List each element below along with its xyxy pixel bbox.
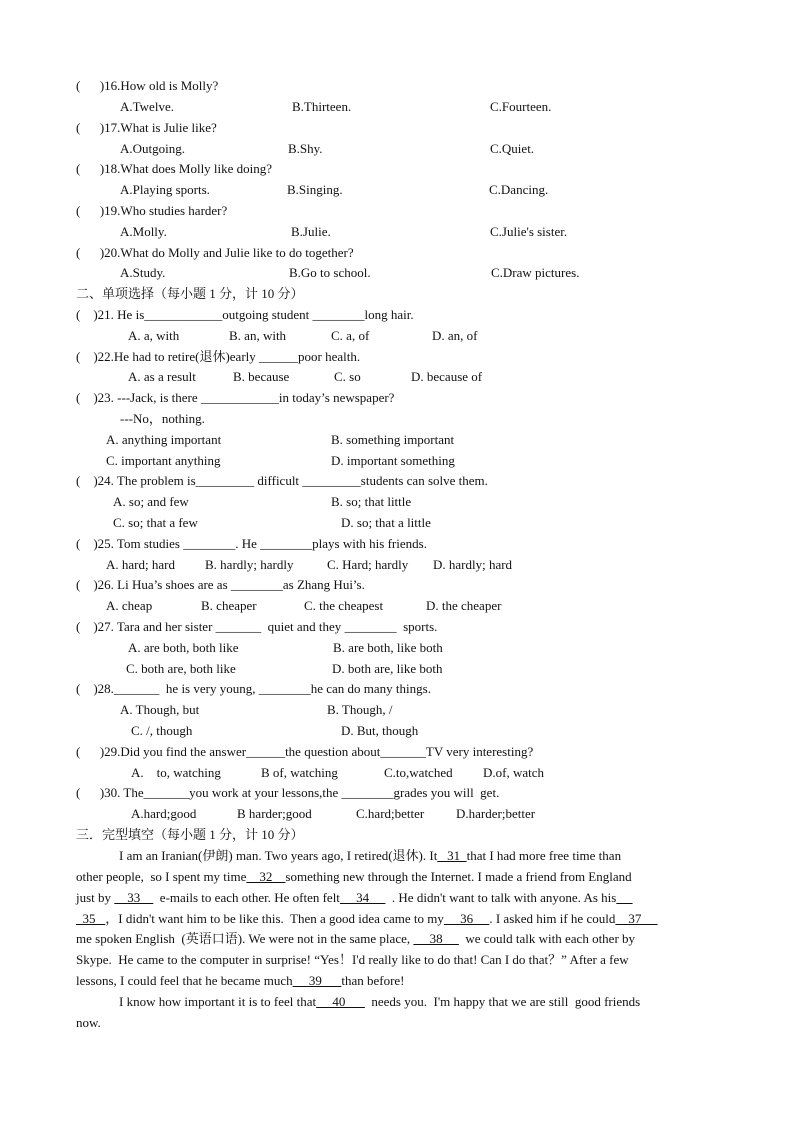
- question-22: [76, 349, 360, 365]
- option-d: D.of, watch: [483, 765, 545, 780]
- cloze-blank-37: 37: [615, 911, 658, 926]
- answer-paren[interactable]: ( ): [76, 619, 98, 634]
- cloze-blank-32: 32: [246, 869, 286, 884]
- blank: _______: [380, 744, 426, 759]
- passage-line: [76, 973, 405, 989]
- question-19: [76, 203, 227, 219]
- answer-paren[interactable]: ( ): [76, 307, 98, 322]
- question-stem: 18.What does Molly like doing?: [104, 161, 273, 176]
- answer-paren[interactable]: ( ): [76, 744, 105, 759]
- blank: _________: [302, 473, 361, 488]
- question-stem: 27. Tara and her sister: [97, 619, 216, 634]
- question-20: [76, 245, 354, 261]
- cloze-blank-40: 40: [316, 994, 365, 1009]
- option-c: C. important anything: [106, 453, 221, 468]
- passage-text: I know how important it is to feel that: [119, 994, 317, 1009]
- question-stem: 17.What is Julie like?: [104, 120, 217, 135]
- option-c: C.Fourteen.: [490, 99, 552, 114]
- passage-line: [76, 911, 658, 927]
- passage-text: now.: [76, 1015, 101, 1030]
- option-c: C.hard;better: [356, 806, 425, 821]
- question-stem: outgoing student: [222, 307, 313, 322]
- option-d: D. important something: [331, 453, 455, 468]
- option-c: C.Quiet.: [490, 141, 535, 156]
- blank: ____________: [144, 307, 223, 322]
- question-stem: 19.Who studies harder?: [104, 203, 228, 218]
- question-stem: in today’s newspaper?: [278, 390, 395, 405]
- question-stem: quiet and they: [261, 619, 345, 634]
- question-stem: he can do many things.: [310, 681, 431, 696]
- option-c: C. Hard; hardly: [327, 557, 409, 572]
- question-24: [76, 473, 488, 489]
- blank: ______: [246, 744, 286, 759]
- option-a: A. a, with: [128, 328, 180, 343]
- option-b: B. an, with: [229, 328, 287, 343]
- question-stem: 22.He had to retire(退休)early: [97, 349, 260, 364]
- answer-paren[interactable]: ( ): [76, 473, 98, 488]
- answer-paren[interactable]: ( ): [76, 203, 105, 218]
- question-stem: 16.How old is Molly?: [104, 78, 219, 93]
- answer-paren[interactable]: ( ): [76, 577, 98, 592]
- question-26: [76, 577, 365, 593]
- answer-paren[interactable]: ( ): [76, 390, 98, 405]
- option-d: D. But, though: [341, 723, 419, 738]
- cloze-blank-31: 31: [437, 848, 467, 863]
- option-a: A.Study.: [120, 265, 166, 280]
- question-stem: the question about: [285, 744, 381, 759]
- blank: _______: [215, 619, 262, 634]
- question-stem: 28.: [97, 681, 114, 696]
- question-stem: students can solve them.: [360, 473, 488, 488]
- option-c: C.Draw pictures.: [491, 265, 580, 280]
- question-28: [76, 681, 431, 697]
- question-stem: grades you will get.: [393, 785, 500, 800]
- option-c: C. the cheapest: [304, 598, 384, 613]
- passage-line: [119, 994, 640, 1010]
- option-a: A. hard; hard: [106, 557, 175, 572]
- option-a: A. so; and few: [113, 494, 189, 509]
- passage-text: . He didn't want to talk with anyone. As his: [385, 890, 617, 905]
- option-c: C. both are, both like: [126, 661, 236, 676]
- option-a: A. Though, but: [120, 702, 200, 717]
- question-stem: 30. The: [104, 785, 144, 800]
- option-b: B. are both, like both: [333, 640, 443, 655]
- passage-text: something new through the Internet. I made a friend from England: [285, 869, 632, 884]
- option-a: A. anything important: [106, 432, 222, 447]
- blank: ________: [260, 536, 313, 551]
- blank: ________: [183, 536, 236, 551]
- option-c: C.Julie's sister.: [490, 224, 568, 239]
- option-a: A. are both, both like: [128, 640, 239, 655]
- question-stem: 29.Did you find the answer: [104, 744, 247, 759]
- answer-paren[interactable]: ( ): [76, 349, 98, 364]
- blank: ____________: [200, 390, 279, 405]
- question-stem: sports.: [396, 619, 438, 634]
- passage-text: Skype. He came to the computer in surprise! “Yes！I'd really like to do that! Can I do that？” After a few: [76, 952, 629, 967]
- question-25: [76, 536, 427, 552]
- question-stem: 23. ---Jack, is there: [97, 390, 201, 405]
- question-21: [76, 307, 414, 323]
- option-b: B.Thirteen.: [292, 99, 352, 114]
- option-c: C.Dancing.: [489, 182, 549, 197]
- question-stem: 26. Li Hua’s shoes are as: [97, 577, 231, 592]
- question-stem: 20.What do Molly and Julie like to do together?: [104, 245, 354, 260]
- section-heading: 二、单项选择（每小题 1 分，计 10 分）: [76, 286, 304, 301]
- option-a: A.Molly.: [120, 224, 167, 239]
- section-heading: 三．完型填空（每小题 1 分，计 10 分）: [76, 827, 304, 842]
- option-b: B. something important: [331, 432, 455, 447]
- question-stem: difficult: [254, 473, 303, 488]
- option-b: B harder;good: [237, 806, 312, 821]
- question-stem: 24. The problem is: [97, 473, 196, 488]
- answer-paren[interactable]: ( ): [76, 120, 105, 135]
- option-d: D. both are, like both: [332, 661, 443, 676]
- question-18: [76, 161, 272, 177]
- option-b: B.Singing.: [287, 182, 343, 197]
- cloze-blank-36: 36: [443, 911, 490, 926]
- option-a: A.Twelve.: [120, 99, 174, 114]
- option-b: B. hardly; hardly: [205, 557, 294, 572]
- option-b: B of, watching: [261, 765, 338, 780]
- answer-paren[interactable]: ( ): [76, 681, 98, 696]
- question-stem: long hair.: [364, 307, 414, 322]
- question-stem: 25. Tom studies: [97, 536, 184, 551]
- option-c: C.to,watched: [384, 765, 453, 780]
- cloze-blank-33: 33: [114, 890, 154, 905]
- question-27: [76, 619, 437, 635]
- option-d: D.harder;better: [456, 806, 536, 821]
- question-16: [76, 78, 218, 94]
- option-c: C. /, though: [131, 723, 193, 738]
- option-c: C. so; that a few: [113, 515, 198, 530]
- answer-paren[interactable]: ( ): [76, 536, 98, 551]
- question-stem: . He: [235, 536, 261, 551]
- option-b: B. Though, /: [327, 702, 393, 717]
- answer-paren[interactable]: ( ): [76, 785, 105, 800]
- passage-line: [76, 869, 632, 885]
- cloze-blank-35-start: [616, 890, 632, 905]
- passage-text: ，I didn't want him to be like this. Then a good idea came to my: [105, 911, 444, 926]
- blank: ________: [230, 577, 283, 592]
- blank: ________: [258, 681, 311, 696]
- passage-text: we could talk with each other by: [458, 931, 636, 946]
- option-a: A.Playing sports.: [120, 182, 210, 197]
- passage-text: other people, so I spent my time: [76, 869, 247, 884]
- option-b: B.Shy.: [288, 141, 323, 156]
- passage-line: [76, 1015, 101, 1031]
- blank: ________: [344, 619, 397, 634]
- option-d: D. hardly; hard: [433, 557, 513, 572]
- cloze-blank-35: 35: [76, 911, 106, 926]
- question-17: [76, 120, 217, 136]
- option-c: C. so: [334, 369, 361, 384]
- option-a: A. as a result: [128, 369, 196, 384]
- option-a: A. cheap: [106, 598, 153, 613]
- answer-paren[interactable]: ( ): [76, 78, 105, 93]
- answer-paren[interactable]: ( ): [76, 161, 105, 176]
- option-d: D. the cheaper: [426, 598, 502, 613]
- passage-line: [76, 952, 629, 968]
- answer-paren[interactable]: ( ): [76, 245, 105, 260]
- passage-text: e-mails to each other. He often felt: [153, 890, 340, 905]
- blank: _______: [113, 681, 160, 696]
- question-stem: you work at your lessons,the: [189, 785, 342, 800]
- option-b: B. cheaper: [201, 598, 257, 613]
- passage-text: just by: [76, 890, 115, 905]
- passage-text: I am an Iranian(伊朗) man. Two years ago, I retired(退休). It: [119, 848, 438, 863]
- blank: ________: [341, 785, 394, 800]
- cloze-blank-38: 38: [413, 931, 459, 946]
- option-b: B.Julie.: [291, 224, 331, 239]
- passage-text: needs you. I'm happy that we are still good friends: [364, 994, 641, 1009]
- option-d: D. so; that a little: [341, 515, 431, 530]
- passage-text: that I had more free time than: [466, 848, 622, 863]
- passage-text: . I asked him if he could: [489, 911, 616, 926]
- passage-text: me spoken English (英语口语). We were not in the same place,: [76, 931, 414, 946]
- question-29: [76, 744, 533, 760]
- passage-text: lessons, I could feel that he became much: [76, 973, 293, 988]
- blank: ______: [259, 349, 299, 364]
- question-stem: as Zhang Hui’s.: [282, 577, 365, 592]
- blank: _______: [143, 785, 190, 800]
- option-b: B. so; that little: [331, 494, 412, 509]
- option-b: B.Go to school.: [289, 265, 371, 280]
- reply-line: ---No，nothing.: [120, 411, 205, 426]
- option-b: B. because: [233, 369, 290, 384]
- option-a: A.Outgoing.: [120, 141, 185, 156]
- option-a: A. to, watching: [131, 765, 221, 780]
- passage-line: [76, 931, 635, 947]
- option-d: D. because of: [411, 369, 483, 384]
- question-stem: 21. He is: [97, 307, 145, 322]
- question-stem: he is very young,: [159, 681, 259, 696]
- question-30: [76, 785, 499, 801]
- blank: _________: [195, 473, 255, 488]
- question-23: [76, 390, 394, 406]
- question-stem: TV very interesting?: [425, 744, 534, 759]
- option-c: C. a, of: [331, 328, 370, 343]
- cloze-blank-39: 39: [292, 973, 342, 988]
- question-stem: poor health.: [298, 349, 361, 364]
- passage-text: than before!: [341, 973, 405, 988]
- passage-line: [76, 890, 633, 906]
- cloze-blank-34: 34: [339, 890, 386, 905]
- question-stem: plays with his friends.: [312, 536, 427, 551]
- passage-line: [119, 848, 621, 864]
- blank: ________: [312, 307, 365, 322]
- option-d: D. an, of: [432, 328, 478, 343]
- option-a: A.hard;good: [131, 806, 197, 821]
